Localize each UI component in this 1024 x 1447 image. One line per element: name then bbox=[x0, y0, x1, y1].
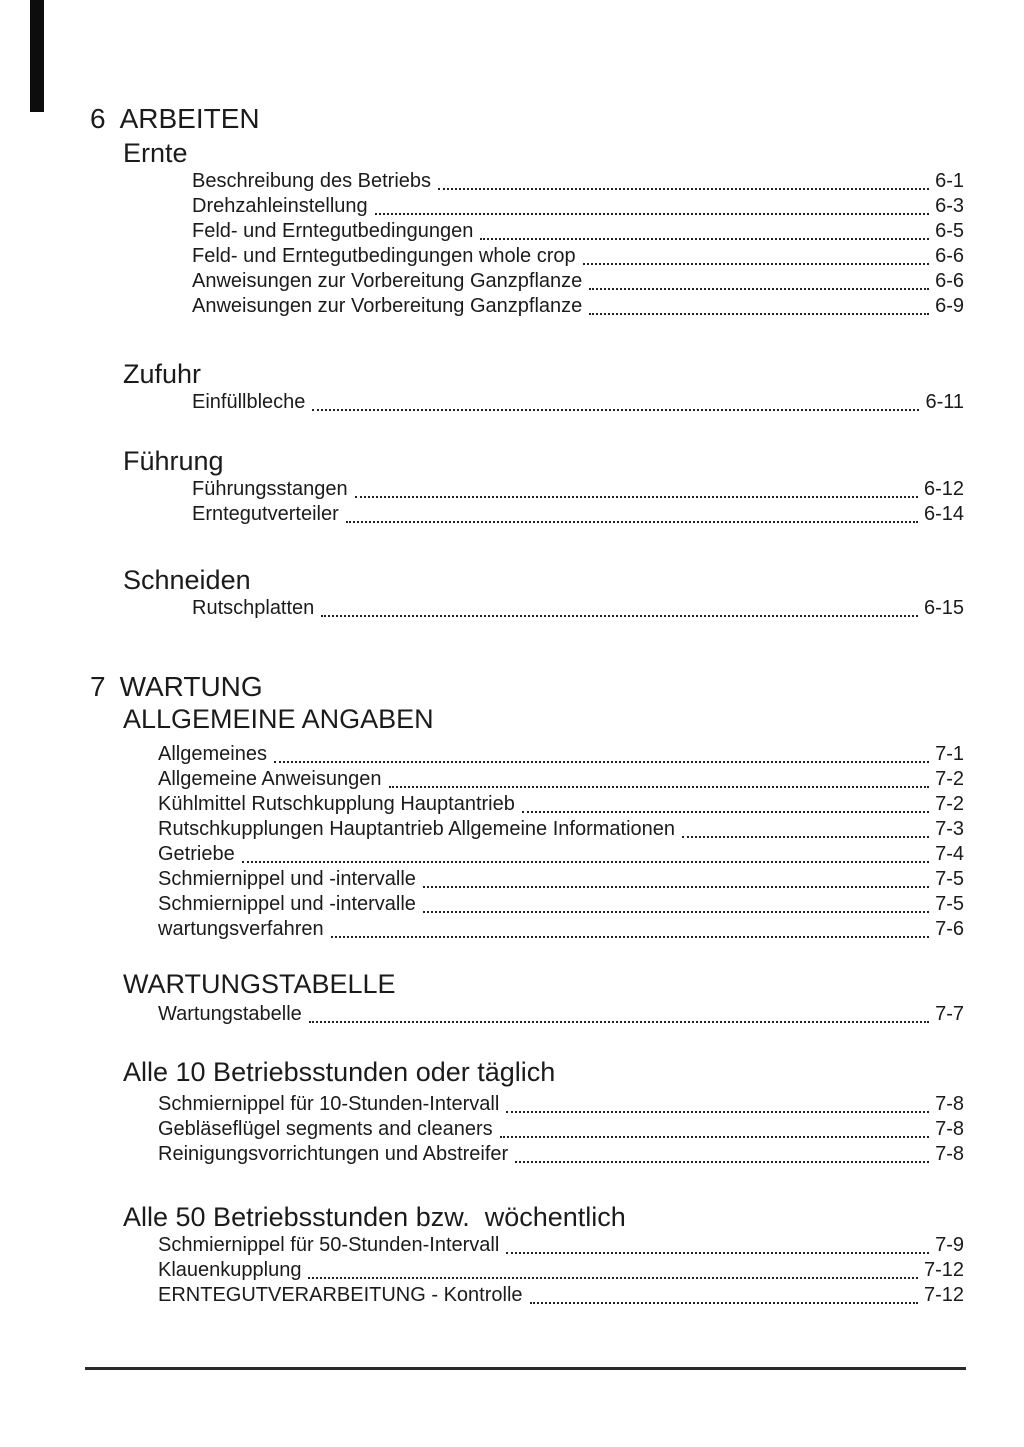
dot-leader bbox=[242, 861, 929, 863]
dot-leader bbox=[375, 213, 929, 215]
dot-leader bbox=[515, 1161, 929, 1163]
chapter-number: 6 bbox=[90, 103, 106, 134]
dot-leader bbox=[331, 936, 929, 938]
toc-entry bbox=[158, 742, 964, 767]
entry-label: Schmiernippel für 50-Stunden-Intervall bbox=[158, 1234, 500, 1256]
entry-page-number: 7-4 bbox=[935, 843, 964, 865]
entry-label: Schmiernippel und -intervalle bbox=[158, 868, 416, 890]
entry-label: Rutschplatten bbox=[192, 597, 315, 619]
toc-content bbox=[90, 0, 964, 1308]
entry-page-number: 7-2 bbox=[935, 768, 964, 790]
entry-page-number: 7-2 bbox=[935, 793, 964, 815]
entry-list bbox=[158, 1092, 964, 1167]
dot-leader bbox=[346, 521, 918, 523]
dot-leader bbox=[321, 615, 918, 617]
toc-entry bbox=[192, 169, 964, 194]
toc-entry bbox=[158, 1258, 964, 1283]
section-title: Führung bbox=[123, 446, 224, 476]
chapter-title bbox=[90, 670, 964, 704]
toc-entry bbox=[158, 892, 964, 917]
entry-page-number: 7-5 bbox=[935, 868, 964, 890]
toc-section bbox=[123, 138, 964, 319]
entry-label: Einfüllbleche bbox=[192, 391, 306, 413]
toc-entry bbox=[158, 1002, 964, 1027]
dot-leader bbox=[308, 1277, 918, 1279]
entry-label: Gebläseflügel segments and cleaners bbox=[158, 1118, 493, 1140]
toc-section bbox=[123, 1057, 964, 1167]
entry-page-number: 6-14 bbox=[923, 503, 964, 525]
entry-page-number: 7-3 bbox=[935, 818, 964, 840]
toc-entry bbox=[158, 817, 964, 842]
toc-entry bbox=[192, 194, 964, 219]
toc-entry bbox=[192, 219, 964, 244]
entry-label: Kühlmittel Rutschkupplung Hauptantrieb bbox=[158, 793, 515, 815]
toc-entry bbox=[192, 244, 964, 269]
entry-list bbox=[158, 1233, 964, 1308]
entry-page-number: 6-6 bbox=[935, 245, 964, 267]
entry-page-number: 6-12 bbox=[923, 478, 964, 500]
entry-label: Reinigungsvorrichtungen und Abstreifer bbox=[158, 1143, 509, 1165]
dot-leader bbox=[506, 1252, 929, 1254]
dot-leader bbox=[530, 1302, 918, 1304]
dot-leader bbox=[355, 496, 918, 498]
entry-label: Schmiernippel und -intervalle bbox=[158, 893, 416, 915]
entry-label: Führungsstangen bbox=[192, 478, 348, 500]
chapter-number: 7 bbox=[90, 671, 106, 702]
toc-entry bbox=[158, 767, 964, 792]
section-title: Alle 50 Betriebsstunden bzw. wöchentlich bbox=[123, 1202, 626, 1232]
chapter-edge-tab-mark bbox=[30, 0, 44, 112]
toc-entry bbox=[192, 477, 964, 502]
entry-label: Feld- und Erntegutbedingungen whole crop bbox=[192, 245, 576, 267]
toc-entry bbox=[192, 596, 964, 621]
dot-leader bbox=[589, 313, 929, 315]
entry-label: Beschreibung des Betriebs bbox=[192, 170, 432, 192]
toc-entry bbox=[192, 294, 964, 319]
entry-label: Rutschkupplungen Hauptantrieb Allgemeine Informationen bbox=[158, 818, 676, 840]
entry-page-number: 7-12 bbox=[923, 1259, 964, 1281]
dot-leader bbox=[312, 409, 919, 411]
dot-leader bbox=[438, 188, 929, 190]
dot-leader bbox=[309, 1021, 929, 1023]
entry-label: Klauenkupplung bbox=[158, 1259, 302, 1281]
toc-entry bbox=[192, 390, 964, 415]
dot-leader bbox=[682, 836, 929, 838]
footer-rule bbox=[85, 1367, 966, 1370]
entry-page-number: 7-8 bbox=[935, 1143, 964, 1165]
section-title: Ernte bbox=[123, 138, 188, 168]
chapter-label: WARTUNG bbox=[119, 671, 263, 702]
toc-entry bbox=[158, 1233, 964, 1258]
dot-leader bbox=[506, 1111, 929, 1113]
entry-label: Anweisungen zur Vorbereitung Ganzpflanze bbox=[192, 295, 583, 317]
section-title: ALLGEMEINE ANGABEN bbox=[123, 704, 434, 734]
entry-label: Getriebe bbox=[158, 843, 235, 865]
entry-list bbox=[192, 477, 964, 527]
toc-section bbox=[123, 1202, 964, 1308]
toc-section bbox=[123, 565, 964, 621]
chapter-title bbox=[90, 102, 964, 136]
entry-list bbox=[192, 169, 964, 319]
toc-entry bbox=[158, 867, 964, 892]
section-title: WARTUNGSTABELLE bbox=[123, 969, 396, 999]
entry-label: Drehzahleinstellung bbox=[192, 195, 368, 217]
entry-page-number: 6-9 bbox=[935, 295, 964, 317]
dot-leader bbox=[583, 263, 929, 265]
entry-list bbox=[192, 596, 964, 621]
section-title: Zufuhr bbox=[123, 359, 202, 389]
entry-page-number: 7-12 bbox=[923, 1284, 964, 1306]
entry-page-number: 6-5 bbox=[935, 220, 964, 242]
toc-entry bbox=[158, 1092, 964, 1117]
entry-label: Wartungstabelle bbox=[158, 1003, 302, 1025]
entry-label: Schmiernippel für 10-Stunden-Intervall bbox=[158, 1093, 500, 1115]
section-title: Alle 10 Betriebsstunden oder täglich bbox=[123, 1057, 556, 1087]
toc-section bbox=[123, 969, 964, 1027]
entry-page-number: 6-1 bbox=[935, 170, 964, 192]
entry-page-number: 7-1 bbox=[935, 743, 964, 765]
toc-entry bbox=[158, 842, 964, 867]
entry-page-number: 7-5 bbox=[935, 893, 964, 915]
toc-entry bbox=[158, 917, 964, 942]
dot-leader bbox=[423, 886, 929, 888]
entry-page-number: 7-8 bbox=[935, 1093, 964, 1115]
toc-entry bbox=[158, 1117, 964, 1142]
entry-page-number: 6-3 bbox=[935, 195, 964, 217]
dot-leader bbox=[500, 1136, 929, 1138]
entry-label: Allgemeine Anweisungen bbox=[158, 768, 382, 790]
entry-label: Allgemeines bbox=[158, 743, 267, 765]
toc-section bbox=[123, 359, 964, 415]
entry-label: Feld- und Erntegutbedingungen bbox=[192, 220, 474, 242]
dot-leader bbox=[274, 761, 929, 763]
entry-label: ERNTEGUTVERARBEITUNG - Kontrolle bbox=[158, 1284, 523, 1306]
entry-page-number: 6-11 bbox=[925, 391, 964, 413]
entry-page-number: 7-8 bbox=[935, 1118, 964, 1140]
dot-leader bbox=[589, 288, 929, 290]
chapter-label: ARBEITEN bbox=[119, 103, 260, 134]
toc-section bbox=[123, 704, 964, 942]
toc-entry bbox=[192, 502, 964, 527]
entry-list bbox=[158, 1002, 964, 1027]
entry-label: Anweisungen zur Vorbereitung Ganzpflanze bbox=[192, 270, 583, 292]
entry-label: Erntegutverteiler bbox=[192, 503, 339, 525]
dot-leader bbox=[389, 786, 930, 788]
toc-entry bbox=[158, 1283, 964, 1308]
toc-entry bbox=[158, 792, 964, 817]
entry-list bbox=[158, 742, 964, 942]
entry-page-number: 7-9 bbox=[935, 1234, 964, 1256]
toc-section bbox=[123, 446, 964, 527]
dot-leader bbox=[480, 238, 929, 240]
toc-entry bbox=[192, 269, 964, 294]
entry-label: wartungsverfahren bbox=[158, 918, 324, 940]
entry-page-number: 7-6 bbox=[935, 918, 964, 940]
entry-page-number: 6-15 bbox=[923, 597, 964, 619]
section-title: Schneiden bbox=[123, 565, 251, 595]
entry-page-number: 6-6 bbox=[935, 270, 964, 292]
entry-page-number: 7-7 bbox=[935, 1003, 964, 1025]
entry-list bbox=[192, 390, 964, 415]
dot-leader bbox=[522, 811, 929, 813]
dot-leader bbox=[423, 911, 929, 913]
toc-entry bbox=[158, 1142, 964, 1167]
